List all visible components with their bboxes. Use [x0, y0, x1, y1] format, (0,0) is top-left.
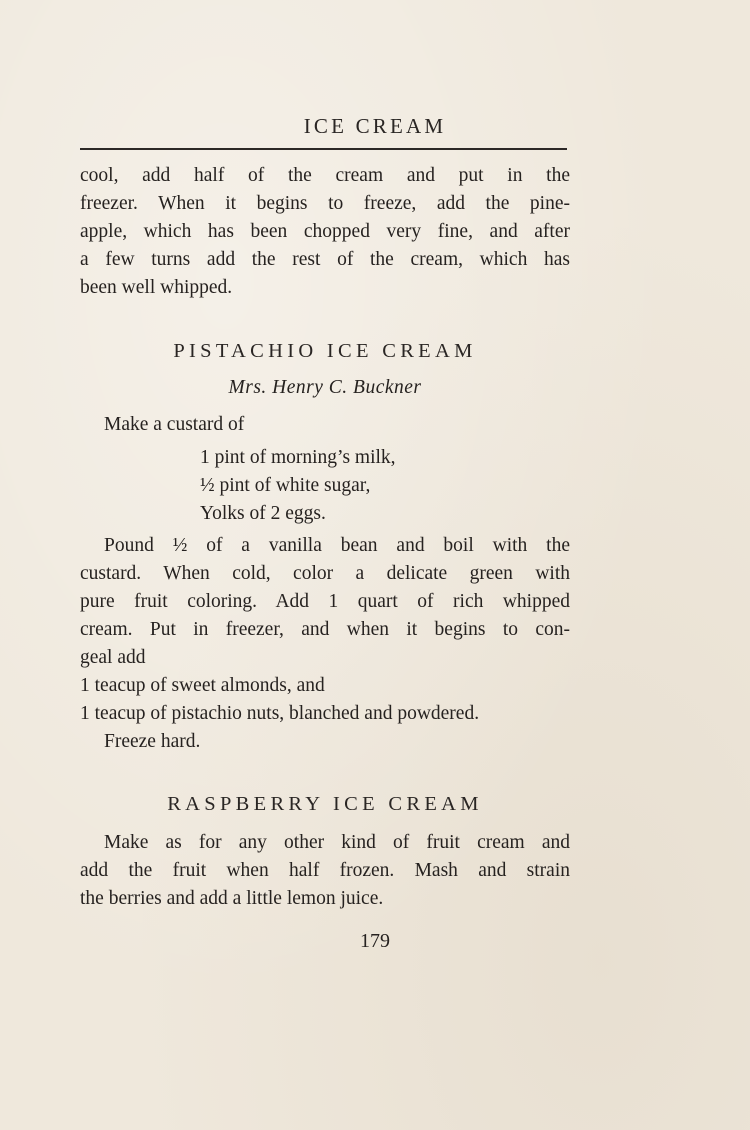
text-line: apple, which has been chopped very fine, and after [80, 221, 570, 242]
text-line: Make a custard of [104, 414, 245, 435]
text-line: been well whipped. [80, 277, 233, 298]
running-head: ICE CREAM [303, 114, 447, 138]
ingredient-list [200, 444, 396, 528]
text-line: the berries and add a little lemon juice. [80, 888, 384, 909]
text-line: freezer. When it begins to freeze, add the pine- [80, 193, 570, 214]
addition-item: 1 teacup of sweet almonds, and [80, 675, 325, 696]
text-line: custard. When cold, color a delicate green with [80, 563, 570, 584]
addition-item: 1 teacup of pistachio nuts, blanched and powdered. [80, 703, 480, 724]
ingredient-item: Yolks of 2 eggs. [200, 503, 326, 524]
text-line: Make as for any other kind of fruit cream and [104, 832, 570, 853]
text-line: cool, add half of the cream and put in the [80, 165, 570, 186]
page-number: 179 [360, 930, 390, 952]
pistachio-method [80, 532, 570, 756]
ingredient-item: 1 pint of morning’s milk, [200, 447, 396, 468]
text-line: Pound ½ of a vanilla bean and boil with the [104, 535, 570, 556]
closing-line: Freeze hard. [104, 731, 201, 752]
pistachio-heading: PISTACHIO ICE CREAM [173, 340, 477, 362]
header-rule [80, 148, 567, 150]
raspberry-method [80, 829, 570, 913]
text-line: geal add [80, 647, 146, 668]
text-line: cream. Put in freezer, and when it begins to con- [80, 619, 570, 640]
text-line: a few turns add the rest of the cream, which has [80, 249, 570, 270]
ingredient-item: ½ pint of white sugar, [200, 475, 371, 496]
custard-intro [80, 411, 570, 439]
text-line: add the fruit when half frozen. Mash and strain [80, 860, 570, 881]
raspberry-heading: RASPBERRY ICE CREAM [167, 793, 483, 815]
intro-paragraph [80, 162, 570, 302]
pistachio-byline: Mrs. Henry C. Buckner [228, 377, 422, 398]
text-line: pure fruit coloring. Add 1 quart of rich whipped [80, 591, 570, 612]
